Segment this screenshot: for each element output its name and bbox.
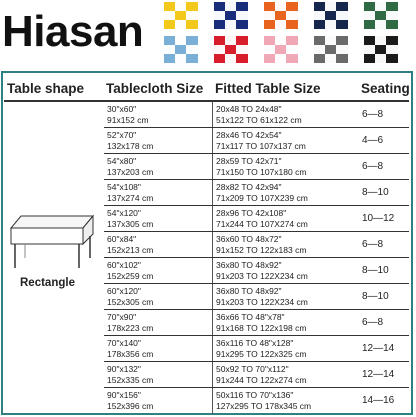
tablecloth-size-inches: 54"x108" [107, 182, 141, 192]
tablecloth-size-inches: 90"x132" [107, 364, 141, 374]
seating-value: 6—8 [362, 161, 384, 172]
row-divider [104, 127, 409, 128]
swatch-gray [314, 36, 348, 63]
rectangle-table-illustration [3, 212, 96, 272]
swatch-navy [214, 2, 248, 29]
row-divider [104, 257, 409, 258]
seating-value: 14—16 [362, 395, 395, 406]
fitted-size-cm: 71x244 TO 107X274 cm [216, 219, 308, 229]
fitted-size-cm: 91x203 TO 122X234 cm [216, 297, 308, 307]
fitted-size-inches: 28x96 TO 42x108" [216, 208, 287, 218]
shape-label-rectangle: Rectangle [20, 277, 75, 289]
fitted-size-inches: 20x48 TO 24x48" [216, 104, 282, 114]
tablecloth-size-inches: 60"x84" [107, 234, 137, 244]
fitted-size-cm: 91x168 TO 122x198 cm [216, 323, 307, 333]
tablecloth-size-inches: 54"x120" [107, 208, 141, 218]
fitted-size-cm: 71x150 TO 107x180 cm [216, 167, 307, 177]
brand-logo: Hiasan [2, 7, 144, 56]
fitted-size-cm: 71x117 TO 107x137 cm [216, 141, 306, 151]
fitted-size-inches: 36x116 TO 48"x128" [216, 338, 294, 348]
header-tablecloth-size: Tablecloth Size [106, 81, 204, 96]
tablecloth-size-cm: 152x213 cm [107, 245, 154, 255]
swatch-pink [264, 36, 298, 63]
tablecloth-size-cm: 178x223 cm [107, 323, 154, 333]
fitted-size-cm: 91x152 TO 122x183 cm [216, 245, 307, 255]
tablecloth-size-cm: 132x178 cm [107, 141, 154, 151]
fitted-size-inches: 28x59 TO 42x71" [216, 156, 282, 166]
tablecloth-size-inches: 60"x102" [107, 260, 141, 270]
tablecloth-size-inches: 70"x140" [107, 338, 141, 348]
seating-value: 6—8 [362, 317, 384, 328]
fitted-size-inches: 36x60 TO 48x72" [216, 234, 282, 244]
tablecloth-size-cm: 152x396 cm [107, 401, 154, 411]
tablecloth-size-cm: 137x274 cm [107, 193, 154, 203]
tablecloth-size-inches: 52"x70" [107, 130, 137, 140]
seating-value: 6—8 [362, 239, 384, 250]
fitted-size-cm: 91x295 TO 122x325 cm [216, 349, 307, 359]
seating-value: 10—12 [362, 213, 395, 224]
row-divider [104, 283, 409, 284]
tablecloth-size-cm: 152x305 cm [107, 297, 154, 307]
swatch-yellow [164, 2, 198, 29]
column-divider [212, 102, 213, 414]
fitted-size-inches: 28x46 TO 42x54" [216, 130, 282, 140]
fitted-size-cm: 91x203 TO 122X234 cm [216, 271, 308, 281]
tablecloth-size-inches: 90"x156" [107, 390, 141, 400]
tablecloth-size-cm: 137x203 cm [107, 167, 154, 177]
seating-value: 12—14 [362, 369, 395, 380]
color-swatches [164, 2, 416, 64]
tablecloth-size-inches: 30"x60" [107, 104, 137, 114]
fitted-size-cm: 71x209 TO 107X239 cm [216, 193, 308, 203]
fitted-size-cm: 127x295 TO 178x345 cm [216, 401, 312, 411]
header-table-shape: Table shape [7, 81, 85, 96]
tablecloth-size-inches: 54"x80" [107, 156, 137, 166]
header-fitted-table-size: Fitted Table Size [215, 81, 321, 96]
fitted-size-inches: 36x80 TO 48x92" [216, 260, 282, 270]
seating-value: 8—10 [362, 291, 389, 302]
tablecloth-size-cm: 152x259 cm [107, 271, 154, 281]
row-divider [104, 309, 409, 310]
fitted-size-inches: 36x80 TO 48x92" [216, 286, 282, 296]
row-divider [104, 335, 409, 336]
tablecloth-size-cm: 91x152 cm [107, 115, 149, 125]
seating-value: 8—10 [362, 187, 389, 198]
tablecloth-size-cm: 137x305 cm [107, 219, 154, 229]
row-divider [104, 205, 409, 206]
seating-value: 4—6 [362, 135, 384, 146]
tablecloth-size-cm: 178x356 cm [107, 349, 154, 359]
seating-value: 12—14 [362, 343, 395, 354]
fitted-size-inches: 50x92 TO 70"x112" [216, 364, 289, 374]
tablecloth-size-cm: 152x335 cm [107, 375, 154, 385]
row-divider [104, 387, 409, 388]
tablecloth-size-inches: 60"x120" [107, 286, 141, 296]
seating-value: 6—8 [362, 109, 384, 120]
swatch-light-blue [164, 36, 198, 63]
row-divider [104, 179, 409, 180]
tablecloth-size-inches: 70"x90" [107, 312, 137, 322]
fitted-size-inches: 36x66 TO 48"x78" [216, 312, 285, 322]
swatch-green [364, 2, 398, 29]
seating-value: 8—10 [362, 265, 389, 276]
fitted-size-cm: 51x122 TO 61x122 cm [216, 115, 302, 125]
row-divider [104, 153, 409, 154]
swatch-dark-blue [314, 2, 348, 29]
swatch-orange [264, 2, 298, 29]
fitted-size-inches: 50x116 TO 70"x136" [216, 390, 294, 400]
fitted-size-cm: 91x244 TO 122x274 cm [216, 375, 307, 385]
swatch-red [214, 36, 248, 63]
header-divider [4, 100, 409, 102]
row-divider [104, 231, 409, 232]
row-divider [104, 361, 409, 362]
fitted-size-inches: 28x82 TO 42x94" [216, 182, 282, 192]
header-seating: Seating [361, 81, 410, 96]
swatch-black [364, 36, 398, 63]
